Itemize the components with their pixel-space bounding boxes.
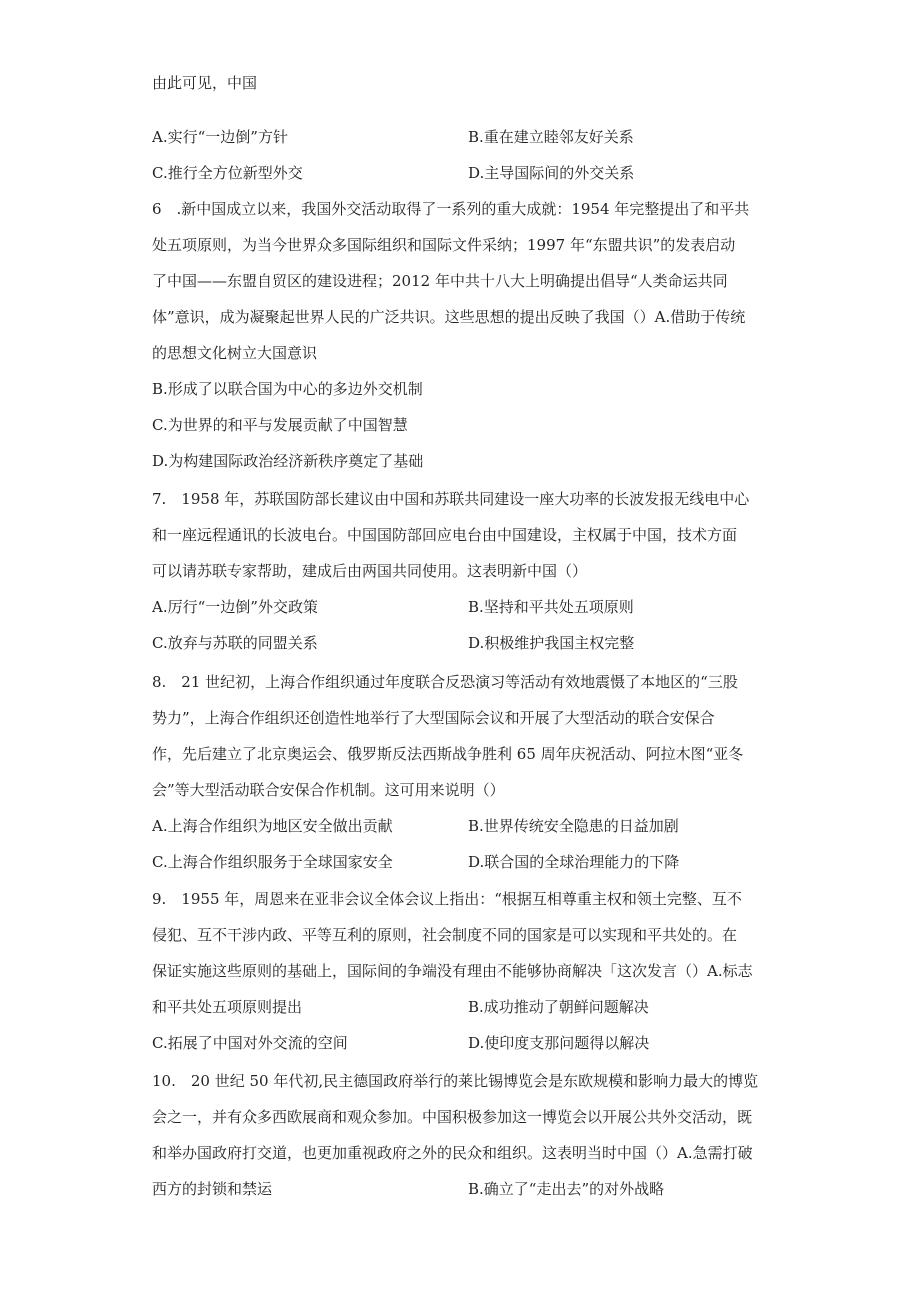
question-8-line: 势力”，上海合作组织还创造性地举行了大型国际会议和开展了大型活动的联合安保合	[152, 709, 715, 727]
option-b: B.成功推动了朝鲜问题解决	[468, 998, 649, 1016]
option-c: C.拓展了中国对外交流的空间	[152, 1034, 348, 1052]
option-a: A.实行“一边倒”方针	[152, 128, 288, 146]
question-9-line: 侵犯、互不干涉内政、平等互利的原则，社会制度不同的国家是可以实现和平共处的。在	[152, 926, 738, 944]
option-c: C.上海合作组织服务于全球国家安全	[152, 853, 393, 871]
option-c: C.为世界的和平与发展贡献了中国智慧	[152, 416, 408, 434]
question-7-line: 7. 1958 年，苏联国防部长建议由中国和苏联共同建设一座大功率的长波发报无线电中心	[152, 490, 750, 508]
option-b: B.重在建立睦邻友好关系	[468, 128, 634, 146]
option-a-cont: 和平共处五项原则提出	[152, 998, 303, 1016]
option-b: B.形成了以联合国为中心的多边外交机制	[152, 380, 423, 398]
option-b: B.世界传统安全隐患的日益加剧	[468, 817, 679, 835]
option-d: D.使印度支那问题得以解决	[468, 1034, 650, 1052]
option-b: B.确立了“走出去”的对外战略	[468, 1180, 665, 1198]
option-a: A.厉行“一边倒”外交政策	[152, 598, 318, 616]
question-10-line: 和举办国政府打交道，也更加重视政府之外的民众和组织。这表明当时中国（）A.急需打破	[152, 1144, 753, 1162]
option-a: A.上海合作组织为地区安全做出贡献	[152, 817, 393, 835]
option-d: D.联合国的全球治理能力的下降	[468, 853, 680, 871]
option-d: D.积极维护我国主权完整	[468, 634, 635, 652]
option-d: D.为构建国际政治经济新秩序奠定了基础	[152, 452, 424, 470]
option-c: C.放弃与苏联的同盟关系	[152, 634, 318, 652]
question-10-line: 会之一，并有众多西欧展商和观众参加。中国积极参加这一博览会以开展公共外交活动，既	[152, 1108, 753, 1126]
question-9-line: 9. 1955 年，周恩来在亚非会议全体会议上指出：“根据互相尊重主权和领土完整、互不	[152, 890, 742, 908]
question-7-line: 和一座远程通讯的长波电台。中国国防部回应电台由中国建设，主权属于中国，技术方面	[152, 526, 738, 544]
option-a-cont: 西方的封锁和禁运	[152, 1180, 273, 1198]
question-8-line: 会”等大型活动联合安保合作机制。这可用来说明（）	[152, 781, 505, 799]
question-6-line: 体”意识，成为凝聚起世界人民的广泛共识。这些思想的提出反映了我国（）A.借助于传统	[152, 308, 746, 326]
question-8-line: 8. 21 世纪初，上海合作组织通过年度联合反恐演习等活动有效地震慑了本地区的“三股	[152, 673, 738, 691]
question-6-line: 处五项原则，为当今世界众多国际组织和国际文件采纳；1997 年“东盟共识”的发表启动	[152, 236, 736, 254]
option-d: D.主导国际间的外交关系	[468, 164, 635, 182]
question-9-line: 保证实施这些原则的基础上，国际间的争端没有理由不能够协商解决「这次发言（）A.标志	[152, 962, 753, 980]
question-8-line: 作，先后建立了北京奥运会、俄罗斯反法西斯战争胜利 65 周年庆祝活动、阿拉木图“亚冬	[152, 745, 744, 763]
question-7-line: 可以请苏联专家帮助，建成后由两国共同使用。这表明新中国（）	[152, 562, 588, 580]
text-line: 由此可见，中国	[152, 74, 258, 92]
question-10-line: 10. 20 世纪 50 年代初,民主德国政府举行的莱比锡博览会是东欧规模和影响力最大的博览	[152, 1072, 759, 1090]
question-6-line: 6 .新中国成立以来，我国外交活动取得了一系列的重大成就：1954 年完整提出了和平共	[152, 200, 750, 218]
question-6-line: 了中国——东盟自贸区的建设进程；2012 年中共十八大上明确提出倡导“人类命运共同	[152, 272, 728, 290]
question-6-line: 的思想文化树立大国意识	[152, 344, 318, 362]
option-c: C.推行全方位新型外交	[152, 164, 303, 182]
option-b: B.坚持和平共处五项原则	[468, 598, 634, 616]
